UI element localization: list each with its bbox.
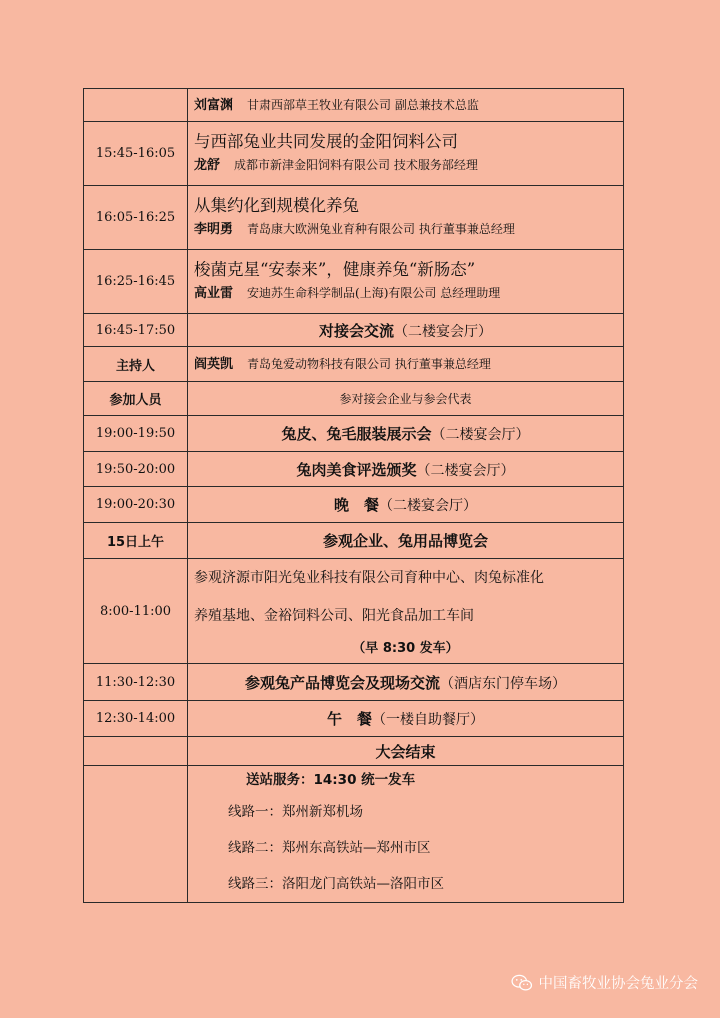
route-item: 线路三：洛阳龙门高铁站—洛阳市区: [228, 876, 444, 892]
event-title: 兔皮、兔毛服装展示会: [281, 425, 432, 443]
table-row: [84, 382, 624, 416]
wechat-icon: [511, 974, 533, 992]
event-title: 参观企业、兔用品博览会: [188, 523, 624, 559]
time-cell: 19:00-20:30: [84, 487, 188, 523]
time-cell: 19:50-20:00: [84, 452, 188, 487]
table-row: [84, 122, 624, 186]
event-title: 参观兔产品博览会及现场交流: [244, 673, 440, 692]
event-title: 午 餐: [326, 710, 372, 728]
table-row: [84, 416, 624, 452]
talk-title: 与西部兔业共同发展的金阳饲料公司: [194, 132, 458, 151]
time-cell: [84, 737, 188, 766]
event-cell: [188, 452, 624, 487]
time-cell: 8:00-11:00: [84, 559, 188, 664]
speaker-name: 刘富渊: [194, 97, 234, 113]
time-cell: 11:30-12:30: [84, 664, 188, 701]
talk-cell: [188, 186, 624, 250]
event-cell: [188, 416, 624, 452]
time-cell: 16:05-16:25: [84, 186, 188, 250]
event-location: （二楼宴会厅）: [394, 323, 492, 340]
time-cell: 16:45-17:50: [84, 314, 188, 347]
table-row: [84, 186, 624, 250]
talk-title: 梭菌克星“安泰来”，健康养兔“新肠态”: [194, 260, 476, 279]
watermark-text: 中国畜牧业协会兔业分会: [538, 976, 698, 992]
time-cell: [84, 89, 188, 122]
speaker-cell: [188, 89, 624, 122]
talk-cell: [188, 250, 624, 314]
event-cell: [188, 314, 624, 347]
event-location: （二楼宴会厅）: [379, 498, 477, 514]
speaker-name: 高业雷: [194, 286, 234, 301]
talk-title: 从集约化到规模化养兔: [194, 196, 359, 215]
table-row: [84, 766, 624, 903]
shuttle-cell: [188, 766, 624, 903]
event-location: （二楼宴会厅）: [416, 462, 515, 479]
table-row: [84, 347, 624, 382]
closing-title: 大会结束: [188, 737, 624, 766]
route-item: 线路二：郑州东高铁站—郑州市区: [228, 840, 431, 856]
event-location: （一楼自助餐厅）: [372, 712, 484, 728]
participants-text: 参对接会企业与参会代表: [188, 382, 624, 416]
time-cell: [84, 766, 188, 903]
speaker-name: 李明勇: [194, 222, 234, 237]
schedule-table: [83, 88, 624, 903]
table-row: [84, 737, 624, 766]
host-org: 青岛兔爱动物科技有限公司 执行董事兼总经理: [247, 356, 491, 371]
speaker-org: 甘肃西部草王牧业有限公司 副总兼技术总监: [247, 97, 479, 112]
participants-label: 参加人员: [84, 382, 188, 416]
departure-time: （早 8:30 发车）: [352, 641, 459, 656]
table-row: [84, 523, 624, 559]
event-location: （酒店东门停车场）: [440, 675, 566, 692]
visit-line-1: 参观济源市阳光兔业科技有限公司育种中心、肉兔标准化: [194, 570, 544, 586]
visit-line-2: 养殖基地、金裕饲料公司、阳光食品加工车间: [194, 608, 474, 624]
route-item: 线路一：郑州新郑机场: [228, 804, 363, 820]
table-row: [84, 314, 624, 347]
talk-cell: [188, 122, 624, 186]
event-cell: [188, 664, 624, 701]
event-title: 晚 餐: [333, 496, 379, 514]
table-row: [84, 701, 624, 737]
table-row: [84, 487, 624, 523]
speaker-org: 成都市新津金阳饲料有限公司 技术服务部经理: [234, 158, 478, 172]
table-row: [84, 664, 624, 701]
time-cell: 12:30-14:00: [84, 701, 188, 737]
table-row: [84, 250, 624, 314]
host-name: 阎英凯: [194, 356, 234, 372]
speaker-org: 安迪苏生命科学制品(上海)有限公司 总经理助理: [247, 286, 501, 300]
visit-cell: [188, 559, 624, 664]
event-cell: [188, 701, 624, 737]
watermark: [511, 972, 699, 993]
time-cell: 15:45-16:05: [84, 122, 188, 186]
time-cell: 19:00-19:50: [84, 416, 188, 452]
time-cell: 16:25-16:45: [84, 250, 188, 314]
event-title: 对接会交流: [318, 321, 394, 340]
day-label: 15日上午: [84, 523, 188, 559]
table-row: [84, 559, 624, 664]
event-title: 兔肉美食评选颁奖: [296, 460, 417, 479]
event-location: （二楼宴会厅）: [431, 427, 530, 443]
host-cell: [188, 347, 624, 382]
speaker-org: 青岛康大欧洲兔业育种有限公司 执行董事兼总经理: [247, 222, 515, 236]
host-label: 主持人: [84, 347, 188, 382]
shuttle-heading: 送站服务：14:30 统一发车: [246, 772, 416, 788]
table-row: [84, 89, 624, 122]
event-cell: [188, 487, 624, 523]
table-row: [84, 452, 624, 487]
speaker-name: 龙舒: [194, 158, 221, 173]
